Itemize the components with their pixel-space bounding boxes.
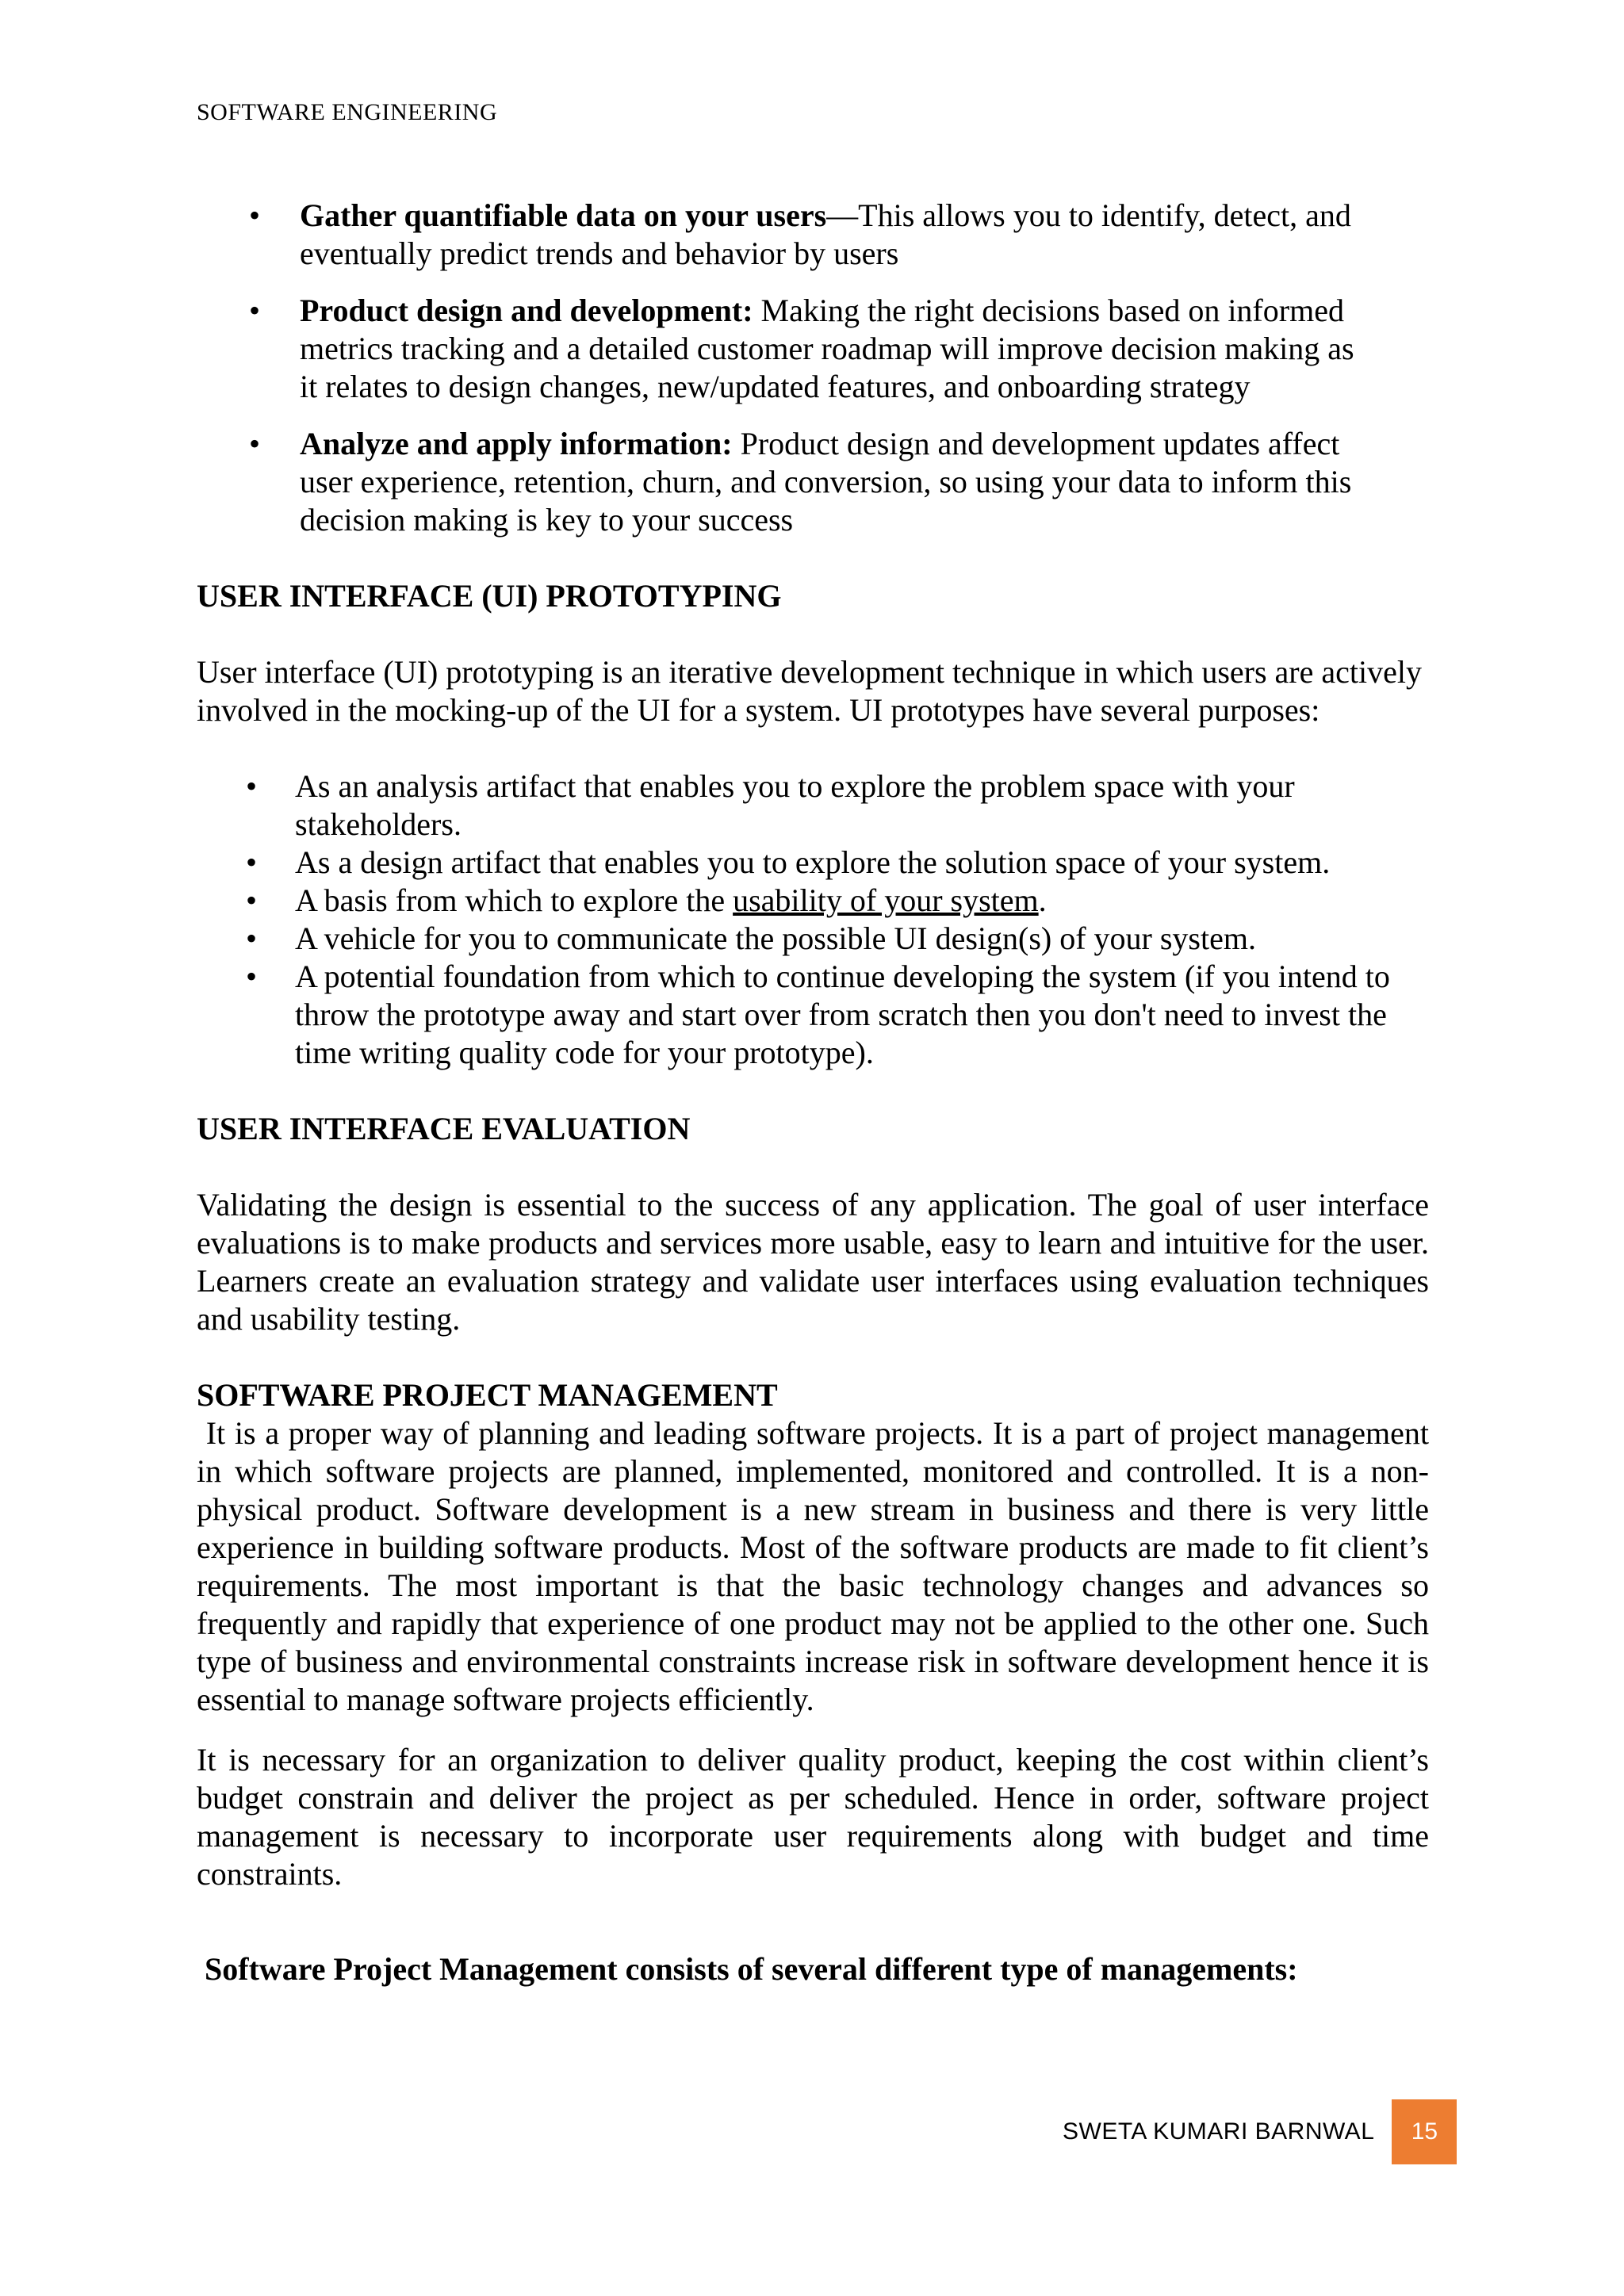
ui-prototype-purposes-list [295,767,1429,1072]
page-content [197,197,1438,1988]
list-item: • As an analysis artifact that enables you to explore the problem space with your stakeholders. [295,767,1429,844]
subheading-management-types: Software Project Management consists of several different type of managements: [205,1951,1298,1987]
bullet-bold-lead: Product design and development: [300,293,753,328]
item-text: . [1038,882,1047,918]
bullet-text: Product design and development updates affect user experience, retention, churn, and conversion, so using your data to inform this decision making is key to your success [300,426,1352,538]
bullet-text: —This allows you to identify, detect, and eventually predict trends and behavior by users [300,197,1351,271]
item-text: A basis from which to explore the [295,882,733,918]
intro-bullet-list [300,197,1354,539]
list-item [300,425,1354,539]
page-number-badge: 15 [1392,2099,1457,2164]
footer-author: SWETA KUMARI BARNWAL [1063,2118,1375,2145]
list-item: • As a design artifact that enables you to explore the solution space of your system. [295,844,1429,882]
ui-prototyping-paragraph: User interface (UI) prototyping is an iterative development technique in which users are actively involved in the mocking-up of the UI for a system. UI prototypes have several purposes: [197,654,1422,728]
list-item [300,292,1354,406]
list-item [300,197,1354,273]
running-header: SOFTWARE ENGINEERING [197,99,498,125]
usability-link[interactable]: usability of your system [733,882,1039,918]
section-heading-ui-evaluation: USER INTERFACE EVALUATION [197,1111,691,1146]
section-heading-project-management: SOFTWARE PROJECT MANAGEMENT [197,1377,778,1413]
page-footer [1063,2099,1457,2164]
project-management-paragraph-2: It is necessary for an organization to deliver quality product, keeping the cost within client’s budget constrain and deliver the project as per scheduled. Hence in order, software project management is necessary to incorporate user requirements along with budget and time constraints. [197,1742,1429,1892]
ui-evaluation-paragraph: Validating the design is essential to the success of any application. The goal of user interface evaluations is to make products and services more usable, easy to learn and intuitive for the user. Learners create an evaluation strategy and validate user interfaces using evaluation techniques and usability testing. [197,1187,1429,1337]
project-management-paragraph-1: It is a proper way of planning and leading software projects. It is a part of project management in which software projects are planned, implemented, monitored and controlled. It is a non-physical product. Software development is a new stream in business and there is very little experience in building software products. Most of the software products are made to fit client’s requirements. The most important is that the basic technology changes and advances so frequently and rapidly that experience of one product may not be applied to the other one. Such type of business and environmental constraints increase risk in software development hence it is essential to manage software projects efficiently. [197,1415,1438,1717]
list-item: • A vehicle for you to communicate the possible UI design(s) of your system. [295,920,1429,958]
section-heading-ui-prototyping: USER INTERFACE (UI) PROTOTYPING [197,578,782,614]
list-item [295,882,1429,920]
bullet-text: Making the right decisions based on informed metrics tracking and a detailed customer roadmap will improve decision making as it relates to design changes, new/updated features, and onboarding strategy [300,293,1354,404]
bullet-bold-lead: Analyze and apply information: [300,426,733,461]
list-item: • A potential foundation from which to continue developing the system (if you intend to throw the prototype away and start over from scratch then you don't need to invest the time writing quality code for your prototype). [295,958,1429,1072]
bullet-bold-lead: Gather quantifiable data on your users [300,197,827,233]
